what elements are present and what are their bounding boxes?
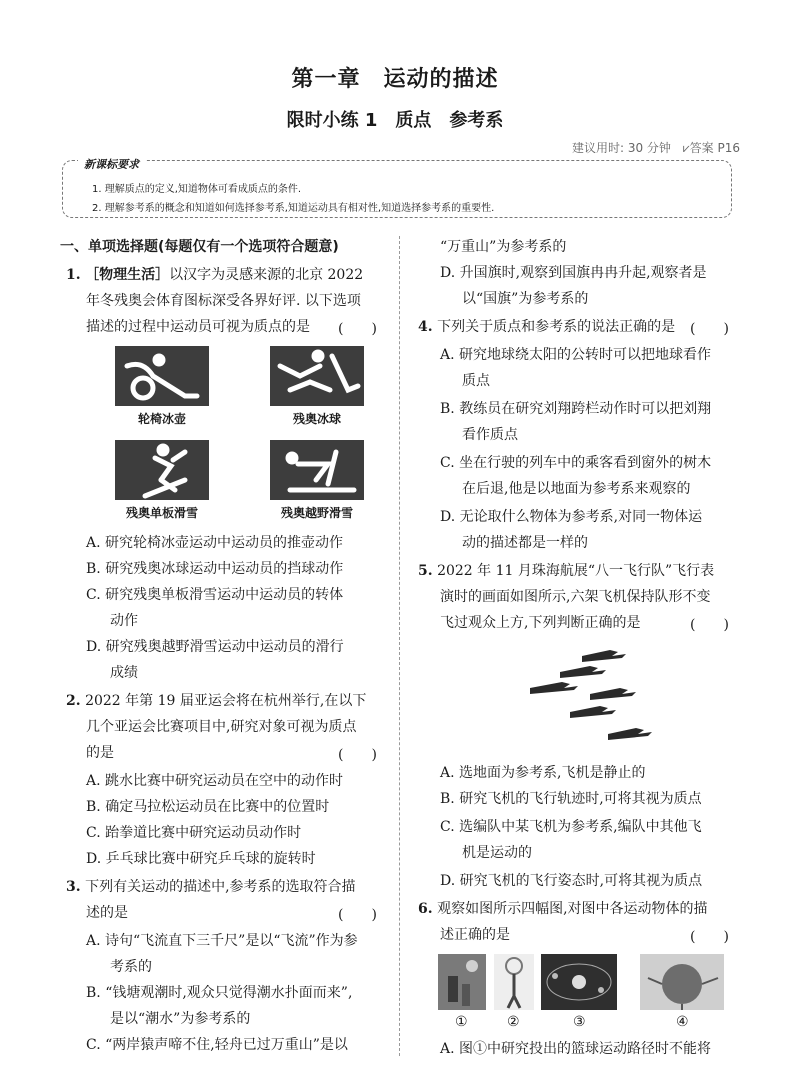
question-line: 几个亚运会比赛项目中,研究对象可视为质点 bbox=[86, 719, 357, 735]
question-line: 下列有关运动的描述中,参考系的选取符合描 bbox=[85, 879, 356, 895]
question-number: 2. bbox=[66, 693, 81, 709]
option-c: C. 选编队中某飞机为参考系,编队中其他飞 bbox=[440, 819, 702, 835]
question-2 bbox=[66, 692, 366, 710]
question-line: 述正确的是 bbox=[440, 927, 510, 943]
option-c-cont: 在后退,他是以地面为参考系来观察的 bbox=[462, 481, 691, 497]
question-line: 观察如图所示四幅图,对图中各运动物体的描 bbox=[437, 901, 708, 917]
question-5 bbox=[418, 562, 714, 580]
question-line: 演时的画面如图所示,六架飞机保持队形不变 bbox=[440, 589, 711, 605]
option-a: A. 研究地球绕太阳的公转时可以把地球看作 bbox=[440, 347, 712, 363]
question-line: 下列关于质点和参考系的说法正确的是 bbox=[437, 319, 676, 335]
question-line: 述的是 bbox=[86, 905, 128, 921]
icon-caption: 残奥冰球 bbox=[292, 412, 341, 426]
answer-paren: ( ) bbox=[690, 617, 729, 633]
apple-photo bbox=[640, 954, 724, 1010]
option-b: B. 确定马拉松运动员在比赛中的位置时 bbox=[86, 799, 330, 815]
option-b: B. “钱塘观潮时,观众只觉得潮水扑面而来”, bbox=[86, 985, 353, 1001]
time-hint: 建议用时: 30 分钟 ⩗答案 P16 bbox=[571, 141, 740, 155]
column-divider bbox=[399, 236, 400, 1056]
option-c: C. 坐在行驶的列车中的乘客看到窗外的树木 bbox=[440, 455, 712, 471]
question-line: 以汉字为灵感来源的北京 2022 bbox=[169, 267, 364, 283]
jet-formation-image bbox=[520, 642, 680, 752]
option-c-cont: “万重山”为参考系的 bbox=[440, 239, 567, 255]
question-number: 4. bbox=[418, 319, 433, 335]
question-line: 的是 bbox=[86, 745, 114, 761]
para-snowboard-icon bbox=[115, 440, 209, 500]
basketball-photo bbox=[438, 954, 486, 1010]
option-a: A. 图①中研究投出的篮球运动路径时不能将 bbox=[440, 1041, 712, 1057]
icon-caption: 残奥越野滑雪 bbox=[280, 506, 353, 520]
option-a: A. 研究轮椅冰壶运动中运动员的推壶动作 bbox=[86, 535, 344, 551]
solar-system-photo bbox=[541, 954, 617, 1010]
answer-paren: ( ) bbox=[690, 321, 729, 337]
option-a: A. 选地面为参考系,飞机是静止的 bbox=[440, 765, 646, 781]
question-line: 2022 年第 19 届亚运会将在杭州举行,在以下 bbox=[85, 693, 367, 709]
option-d-cont: 动的描述都是一样的 bbox=[462, 535, 588, 551]
icon-caption: 轮椅冰壶 bbox=[137, 412, 186, 426]
figure-label: ③ bbox=[573, 1014, 586, 1030]
option-a-cont: 考系的 bbox=[110, 959, 152, 975]
question-line: 2022 年 11 月珠海航展“八一飞行队”飞行表 bbox=[437, 563, 715, 579]
page-title: 限时小练 1 质点 参考系 bbox=[286, 110, 504, 131]
option-d: D. 研究残奥越野滑雪运动中运动员的滑行 bbox=[86, 639, 344, 655]
question-line: 描述的过程中运动员可视为质点的是 bbox=[86, 319, 310, 335]
option-d: D. 无论取什么物体为参考系,对同一物体运 bbox=[440, 509, 703, 525]
question-1 bbox=[66, 266, 363, 284]
option-b: B. 教练员在研究刘翔跨栏动作时可以把刘翔 bbox=[440, 401, 712, 417]
option-d-cont: 成绩 bbox=[110, 665, 138, 681]
option-d: D. 升国旗时,观察到国旗冉冉升起,观察者是 bbox=[440, 265, 707, 281]
option-b: B. 研究残奥冰球运动中运动员的挡球动作 bbox=[86, 561, 344, 577]
answer-paren: ( ) bbox=[690, 929, 729, 945]
question-number: 6. bbox=[418, 901, 433, 917]
option-c-cont: 动作 bbox=[110, 613, 138, 629]
section-heading: 一、单项选择题(每题仅有一个选项符合题意) bbox=[60, 239, 339, 255]
option-c: C. 研究残奥单板滑雪运动中运动员的转体 bbox=[86, 587, 344, 603]
option-d-cont: 以“国旗”为参考系的 bbox=[462, 291, 589, 307]
question-4 bbox=[418, 318, 675, 336]
question-number: 5. bbox=[418, 563, 433, 579]
gymnastics-photo bbox=[494, 954, 534, 1010]
question-tag: ［物理生活］ bbox=[85, 267, 170, 283]
icon-caption: 残奥单板滑雪 bbox=[125, 506, 198, 520]
requirement-item: 2. 理解参考系的概念和知道如何选择参考系,知道运动具有相对性,知道选择参考系的重要性. bbox=[92, 203, 495, 214]
question-number: 3. bbox=[66, 879, 81, 895]
option-c-cont: 机是运动的 bbox=[462, 845, 532, 861]
figure-label: ④ bbox=[676, 1014, 689, 1030]
para-cross-country-icon bbox=[270, 440, 364, 500]
answer-paren: ( ) bbox=[338, 321, 377, 337]
option-b: B. 研究飞机的飞行轨迹时,可将其视为质点 bbox=[440, 791, 702, 807]
question-line: 飞过观众上方,下列判断正确的是 bbox=[440, 615, 641, 631]
option-b-cont: 看作质点 bbox=[462, 427, 518, 443]
question-line: 年冬残奥会体育图标深受各界好评. 以下选项 bbox=[86, 293, 361, 309]
answer-paren: ( ) bbox=[338, 907, 377, 923]
option-a-cont: 质点 bbox=[462, 373, 490, 389]
option-d: D. 乒乓球比赛中研究乒乓球的旋转时 bbox=[86, 851, 316, 867]
wheelchair-curling-icon bbox=[115, 346, 209, 406]
option-c: C. 跆拳道比赛中研究运动员动作时 bbox=[86, 825, 302, 841]
answer-paren: ( ) bbox=[338, 747, 377, 763]
option-c: C. “两岸猿声啼不住,轻舟已过万重山”是以 bbox=[86, 1037, 348, 1053]
para-ice-hockey-icon bbox=[270, 346, 364, 406]
question-6 bbox=[418, 900, 708, 918]
option-a: A. 诗句“飞流直下三千尺”是以“飞流”作为参 bbox=[86, 933, 358, 949]
requirement-item: 1. 理解质点的定义,知道物体可看成质点的条件. bbox=[92, 184, 302, 195]
option-d: D. 研究飞机的飞行姿态时,可将其视为质点 bbox=[440, 873, 703, 889]
option-b-cont: 是以“潮水”为参考系的 bbox=[110, 1011, 251, 1027]
figure-label: ② bbox=[507, 1014, 520, 1030]
question-number: 1. bbox=[66, 267, 81, 283]
requirements-title: 新课标要求 bbox=[78, 156, 145, 172]
chapter-title: 第一章 运动的描述 bbox=[291, 66, 499, 92]
question-3 bbox=[66, 878, 356, 896]
option-a: A. 跳水比赛中研究运动员在空中的动作时 bbox=[86, 773, 344, 789]
figure-label: ① bbox=[455, 1014, 468, 1030]
